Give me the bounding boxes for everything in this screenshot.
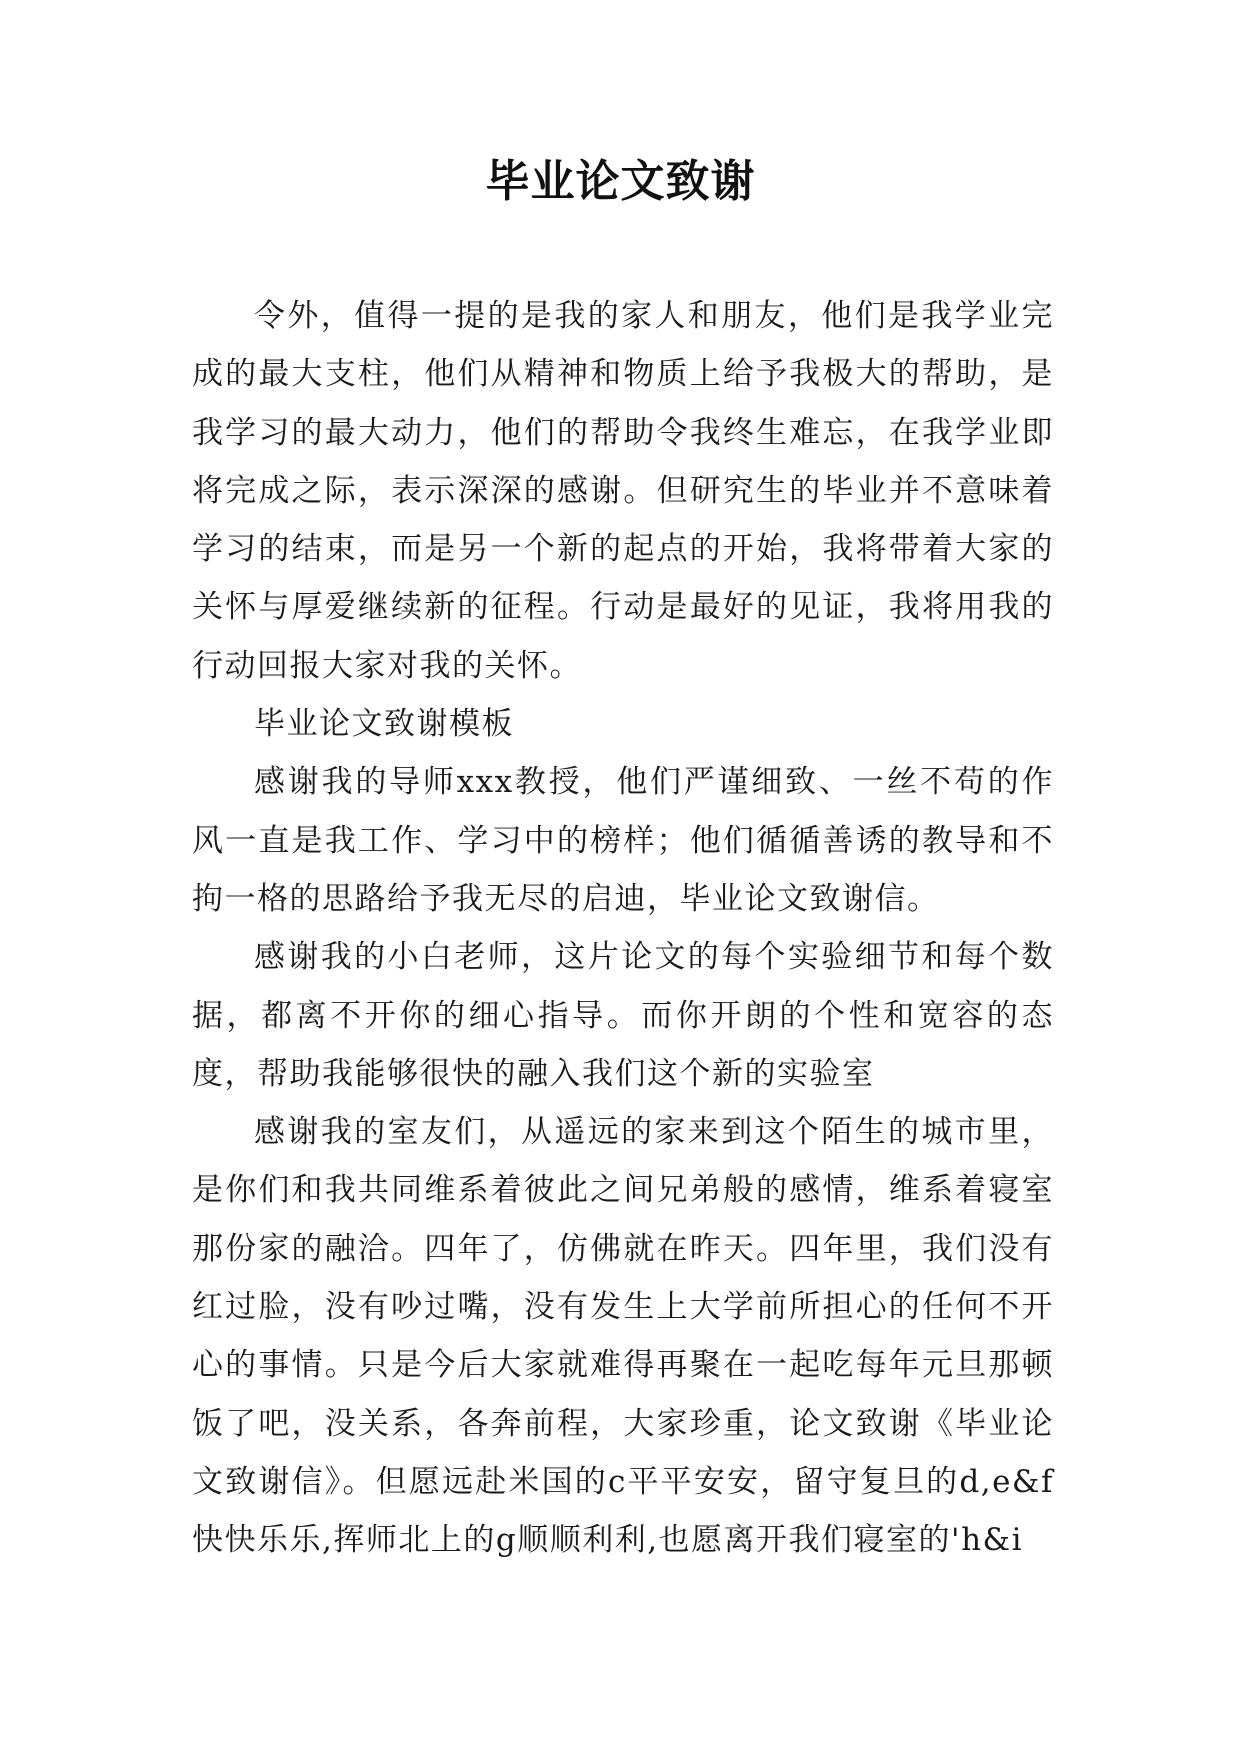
- paragraph-advisor-thanks: 感谢我的导师xxx教授，他们严谨细致、一丝不苟的作风一直是我工作、学习中的榜样；他们循循善诱的教导和不拘一格的思路给予我无尽的启迪，毕业论文致谢信。: [192, 764, 1054, 917]
- paragraph-template-heading: 毕业论文致谢模板: [254, 706, 514, 743]
- document-title: 毕业论文致谢: [485, 156, 756, 207]
- paragraph-teacher-thanks: 感谢我的小白老师，这片论文的每个实验细节和每个数据，都离不开你的细心指导。而你开朗的个性和宽容的态度，帮助我能够很快的融入我们这个新的实验室: [192, 939, 1054, 1092]
- paragraph-family-thanks: 令外，值得一提的是我的家人和朋友，他们是我学业完成的最大支柱，他们从精神和物质上给予我极大的帮助，是我学习的最大动力，他们的帮助令我终生难忘，在我学业即将完成之际，表示深深的感谢。但研究生的毕业并不意味着学习的结束，而是另一个新的起点的开始，我将带着大家的关怀与厚爱继续新的征程。行动是最好的见证，我将用我的行动回报大家对我的关怀。: [192, 298, 1054, 684]
- document-body: [192, 287, 1054, 1570]
- paragraph-roommates-thanks: 感谢我的室友们，从遥远的家来到这个陌生的城市里，是你们和我共同维系着彼此之间兄弟般的感情，维系着寝室那份家的融洽。四年了，仿佛就在昨天。四年里，我们没有红过脸，没有吵过嘴，没有发生上大学前所担心的任何不开心的事情。只是今后大家就难得再聚在一起吃每年元旦那顿饭了吧，没关系，各奔前程，大家珍重，论文致谢《毕业论文致谢信》。但愿远赴米国的c平平安安，留守复旦的d,e&f快快乐乐,挥师北上的g顺顺利利,也愿离开我们寝室的'h&i: [192, 1114, 1054, 1559]
